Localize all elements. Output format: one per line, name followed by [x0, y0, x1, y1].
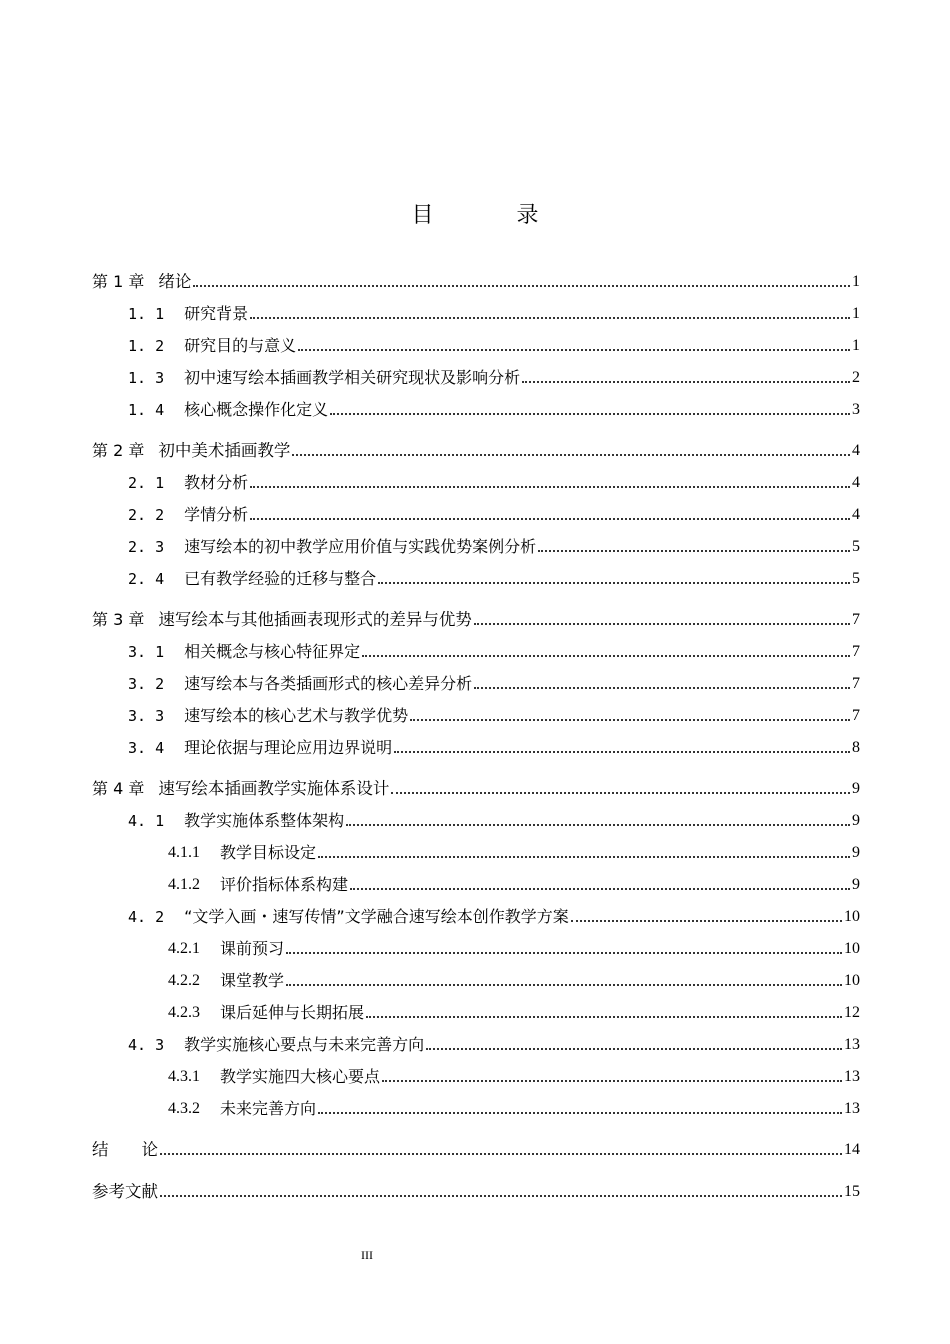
toc-entry[interactable]	[92, 437, 860, 461]
toc-entry-number: 4.2.2	[168, 972, 200, 989]
toc-leader-dots	[426, 1048, 842, 1050]
toc-leader-dots	[391, 792, 850, 794]
toc-entry-page: 1	[852, 273, 860, 290]
toc-entry-page: 5	[852, 538, 860, 555]
toc-entry[interactable]	[92, 606, 860, 630]
toc-leader-dots	[160, 1195, 842, 1197]
toc-entry-number: 2. 1	[128, 474, 165, 492]
toc-entry-page: 13	[844, 1068, 860, 1085]
toc-entry-number: 3. 3	[128, 707, 165, 725]
toc-entry-label: 绪论	[158, 272, 192, 291]
toc-entry-number: 2. 2	[128, 506, 165, 524]
toc-entry-number: 3. 2	[128, 675, 165, 693]
toc-leader-dots	[362, 655, 850, 657]
toc-entry-page: 9	[852, 844, 860, 861]
toc-entry-label: 速写绘本与其他插画表现形式的差异与优势	[158, 610, 472, 629]
toc-leader-dots	[410, 719, 850, 721]
toc-entry-number: 第 1 章	[92, 272, 145, 291]
toc-entry[interactable]	[92, 775, 860, 799]
toc-entry-label: 参考文献	[92, 1182, 158, 1201]
toc-leader-dots	[522, 381, 850, 383]
toc-entry[interactable]	[92, 1063, 860, 1087]
toc-entry-page: 3	[852, 401, 860, 418]
toc-entry[interactable]	[92, 839, 860, 863]
toc-entry-page: 15	[844, 1183, 860, 1200]
toc-entry-label: 结 论	[92, 1140, 158, 1159]
toc-entry-page: 9	[852, 876, 860, 893]
toc-entry-page: 4	[852, 442, 860, 459]
toc-entry-label: 教学目标设定	[220, 843, 317, 862]
toc-leader-dots	[366, 1016, 842, 1018]
toc-leader-dots	[286, 952, 842, 954]
toc-entry-number: 2. 3	[128, 538, 165, 556]
toc-entry-label: 未来完善方向	[220, 1099, 317, 1118]
toc-entry[interactable]	[92, 871, 860, 895]
toc-entry-label: 相关概念与核心特征界定	[184, 642, 361, 661]
toc-entry-page: 1	[852, 337, 860, 354]
toc-entry-label: 研究背景	[184, 304, 249, 323]
toc-leader-dots	[286, 984, 842, 986]
toc-entry[interactable]	[92, 903, 860, 927]
toc-entry-label: 课堂教学	[220, 971, 285, 990]
toc-leader-dots	[250, 486, 850, 488]
toc-entry-page: 8	[852, 739, 860, 756]
toc-leader-dots	[318, 856, 850, 858]
toc-entry[interactable]	[92, 638, 860, 662]
toc-entry-label: 速写绘本的核心艺术与教学优势	[184, 706, 409, 725]
toc-entry-number: 4.1.2	[168, 876, 200, 893]
toc-entry[interactable]	[92, 702, 860, 726]
toc-entry[interactable]	[92, 1136, 860, 1160]
toc-leader-dots	[394, 751, 850, 753]
toc-title: 目 录	[411, 203, 577, 228]
toc-leader-dots	[378, 582, 850, 584]
toc-entry-label: 速写绘本插画教学实施体系设计	[158, 779, 390, 798]
toc-entry[interactable]	[92, 501, 860, 525]
toc-entry-page: 4	[852, 506, 860, 523]
toc-entry-number: 2. 4	[128, 570, 165, 588]
toc-leader-dots	[538, 550, 850, 552]
toc-leader-dots	[474, 623, 850, 625]
toc-entry-page: 7	[852, 611, 860, 628]
toc-entry-label: 速写绘本与各类插画形式的核心差异分析	[184, 674, 473, 693]
toc-entry-label: 研究目的与意义	[184, 336, 297, 355]
toc-entry[interactable]	[92, 396, 860, 420]
toc-entry-label: 教学实施体系整体架构	[184, 811, 345, 830]
page-number: III	[361, 1248, 373, 1262]
toc-entry-number: 3. 1	[128, 643, 165, 661]
toc-entry-page: 9	[852, 780, 860, 797]
toc-entry-page: 13	[844, 1100, 860, 1117]
toc-leader-dots	[193, 285, 850, 287]
toc-entry[interactable]	[92, 967, 860, 991]
toc-entry-label: “文学入画・速写传情”文学融合速写绘本创作教学方案	[184, 907, 569, 926]
toc-entry-label: 理论依据与理论应用边界说明	[184, 738, 393, 757]
toc-entry-label: 课前预习	[220, 939, 285, 958]
toc-leader-dots	[382, 1080, 842, 1082]
toc-leader-dots	[571, 920, 842, 922]
toc-leader-dots	[474, 687, 850, 689]
toc-entry-number: 4.1.1	[168, 844, 200, 861]
toc-entry-number: 4.2.1	[168, 940, 200, 957]
toc-entry-label: 速写绘本的初中教学应用价值与实践优势案例分析	[184, 537, 537, 556]
toc-leader-dots	[298, 349, 850, 351]
toc-leader-dots	[160, 1153, 842, 1155]
toc-entry-page: 4	[852, 474, 860, 491]
toc-entry-page: 13	[844, 1036, 860, 1053]
toc-entry[interactable]	[92, 469, 860, 493]
toc-entry[interactable]	[92, 1095, 860, 1119]
toc-entry-page: 14	[844, 1141, 860, 1158]
toc-entry[interactable]	[92, 565, 860, 589]
toc-entry[interactable]	[92, 533, 860, 557]
toc-entry[interactable]	[92, 670, 860, 694]
toc-entry-number: 1. 3	[128, 369, 165, 387]
toc-entry[interactable]	[92, 999, 860, 1023]
toc-entry-page: 2	[852, 369, 860, 386]
toc-entry-page: 1	[852, 305, 860, 322]
toc-entry-label: 课后延伸与长期拓展	[220, 1003, 365, 1022]
toc-entry[interactable]	[92, 1031, 860, 1055]
toc-entry-page: 7	[852, 643, 860, 660]
toc-entry-label: 已有教学经验的迁移与整合	[184, 569, 377, 588]
toc-entry-page: 7	[852, 707, 860, 724]
toc-entry-number: 第 4 章	[92, 779, 145, 798]
toc-entry-number: 4.3.1	[168, 1068, 200, 1085]
toc-entry[interactable]	[92, 807, 860, 831]
toc-entry-page: 10	[844, 908, 860, 925]
toc-entry-page: 9	[852, 812, 860, 829]
toc-entry[interactable]	[92, 935, 860, 959]
toc-entry-number: 4.3.2	[168, 1100, 200, 1117]
toc-entry[interactable]	[92, 268, 860, 292]
toc-entry-label: 教学实施核心要点与未来完善方向	[184, 1035, 425, 1054]
toc-entry-page: 5	[852, 570, 860, 587]
toc-entry-page: 7	[852, 675, 860, 692]
toc-leader-dots	[350, 888, 850, 890]
toc-entry-page: 12	[844, 1004, 860, 1021]
toc-entry-number: 4.2.3	[168, 1004, 200, 1021]
toc-entry-page: 10	[844, 972, 860, 989]
toc-leader-dots	[292, 454, 850, 456]
toc-entry-number: 4. 2	[128, 908, 165, 926]
toc-leader-dots	[250, 317, 850, 319]
toc-entry-number: 第 3 章	[92, 610, 145, 629]
toc-entry-label: 教学实施四大核心要点	[220, 1067, 381, 1086]
toc-entry-label: 初中速写绘本插画教学相关研究现状及影响分析	[184, 368, 521, 387]
toc-entry-number: 1. 1	[128, 305, 165, 323]
toc-entry-number: 3. 4	[128, 739, 165, 757]
toc-leader-dots	[330, 413, 850, 415]
toc-entry-label: 评价指标体系构建	[220, 875, 349, 894]
toc-leader-dots	[346, 824, 850, 826]
toc-entry[interactable]	[92, 734, 860, 758]
toc-entry-number: 1. 4	[128, 401, 165, 419]
toc-leader-dots	[318, 1112, 842, 1114]
toc-leader-dots	[250, 518, 850, 520]
toc-entry-number: 4. 3	[128, 1036, 165, 1054]
toc-entry-number: 4. 1	[128, 812, 165, 830]
toc-entry-label: 教材分析	[184, 473, 249, 492]
toc-entry-label: 初中美术插画教学	[158, 441, 291, 460]
toc-entry[interactable]	[92, 1178, 860, 1202]
toc-entry-label: 核心概念操作化定义	[184, 400, 329, 419]
toc-entry[interactable]	[92, 364, 860, 388]
toc-entry[interactable]	[92, 332, 860, 356]
toc-entry-number: 第 2 章	[92, 441, 145, 460]
toc-entry-number: 1. 2	[128, 337, 165, 355]
toc-entry-page: 10	[844, 940, 860, 957]
toc-entry[interactable]	[92, 300, 860, 324]
toc-entry-label: 学情分析	[184, 505, 249, 524]
